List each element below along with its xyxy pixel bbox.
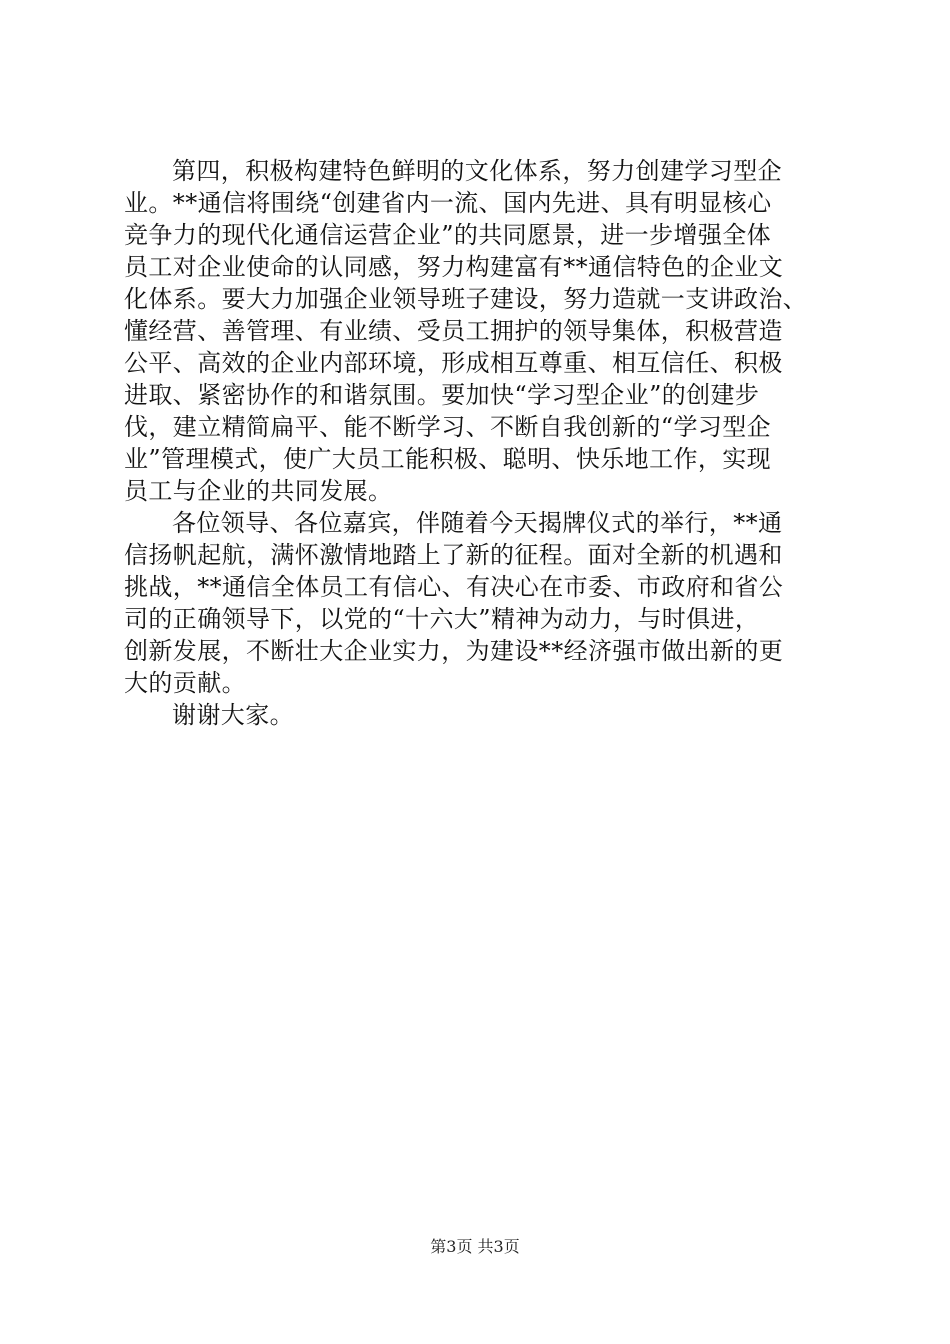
paragraph-culture-system bbox=[124, 155, 836, 507]
paragraph-line: 伐，建立精简扁平、能不断学习、不断自我创新的“学习型企 bbox=[124, 413, 772, 441]
paragraph-line: 化体系。要大力加强企业领导班子建设，努力造就一支讲政治、 bbox=[124, 285, 808, 313]
page-footer: 第3页 共3页 bbox=[430, 1237, 520, 1256]
paragraph-line: 业”管理模式，使广大员工能积极、聪明、快乐地工作，实现 bbox=[124, 445, 772, 473]
paragraph-line: 司的正确领导下，以党的“十六大”精神为动力，与时俱进， bbox=[124, 605, 760, 633]
paragraph-line: 业。**通信将围绕“创建省内一流、国内先进、具有明显核心 bbox=[124, 189, 772, 217]
paragraph-line: 第四，积极构建特色鲜明的文化体系，努力创建学习型企 bbox=[172, 157, 782, 185]
paragraph-line: 大的贡献。 bbox=[124, 669, 246, 697]
paragraph-line: 挑战，**通信全体员工有信心、有决心在市委、市政府和省公 bbox=[124, 573, 784, 601]
paragraph-line: 竞争力的现代化通信运营企业”的共同愿景，进一步增强全体 bbox=[124, 221, 772, 249]
paragraph-line: 员工对企业使命的认同感，努力构建富有**通信特色的企业文 bbox=[124, 253, 784, 281]
paragraph-line: 谢谢大家。 bbox=[172, 701, 294, 729]
paragraph-line: 信扬帆起航，满怀激情地踏上了新的征程。面对全新的机遇和 bbox=[124, 541, 783, 569]
paragraph-line: 进取、紧密协作的和谐氛围。要加快“学习型企业”的创建步 bbox=[124, 381, 760, 409]
paragraph-line: 懂经营、善管理、有业绩、受员工拥护的领导集体，积极营造 bbox=[124, 317, 783, 345]
paragraph-line: 创新发展，不断壮大企业实力，为建设**经济强市做出新的更 bbox=[124, 637, 784, 665]
document-body bbox=[124, 155, 836, 731]
paragraph-closing-remarks bbox=[124, 507, 836, 699]
paragraph-thanks bbox=[124, 699, 836, 731]
paragraph-line: 员工与企业的共同发展。 bbox=[124, 477, 393, 505]
paragraph-line: 公平、高效的企业内部环境，形成相互尊重、相互信任、积极 bbox=[124, 349, 783, 377]
paragraph-line: 各位领导、各位嘉宾，伴随着今天揭牌仪式的举行，**通 bbox=[172, 509, 783, 537]
